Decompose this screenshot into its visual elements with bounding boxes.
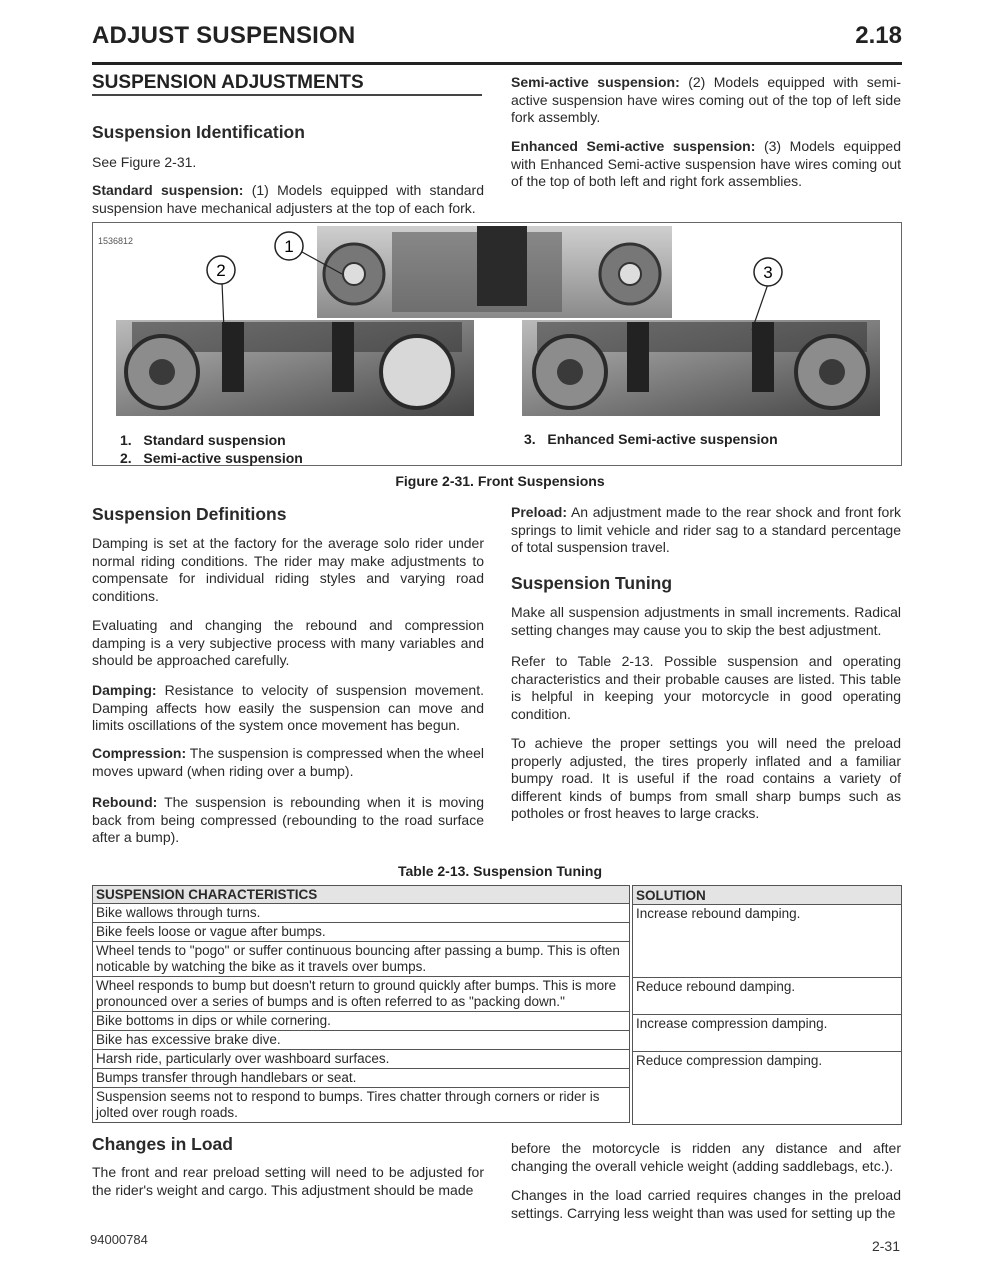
see-figure-text: See Figure 2-31. <box>92 154 197 170</box>
semi-active-label: Semi-active suspension: <box>511 74 680 90</box>
legend-item-1: 1. Standard suspension <box>120 432 286 448</box>
table-row: Bike has excessive brake dive. <box>93 1031 630 1050</box>
tuning-paragraph-1: Make all suspension adjustments in small increments. Radical setting changes may cause you to skip the best adjustment. <box>511 604 901 638</box>
section-title: SUSPENSION ADJUSTMENTS <box>92 72 364 93</box>
definitions-paragraph-1: Damping is set at the factory for the average solo rider under normal riding conditions. The rider may make adjustments to compensate for individual riding styles and varying road conditions. <box>92 535 484 604</box>
callout-1-label: 1 <box>284 237 294 256</box>
solution-cell: Increase rebound damping. <box>633 905 902 978</box>
load-paragraph-1-continued: before the motorcycle is ridden any distance and after changing the overall vehicle weight (adding saddlebags, etc.). <box>511 1140 901 1174</box>
standard-suspension-text: (1) Models equipped with standard suspension have mechanical adjusters at the top of each fork. <box>92 182 485 216</box>
preload-paragraph: Preload: An adjustment made to the rear shock and front fork springs to limit vehicle and rider sag to a standard percentage of total suspension travel. <box>511 504 902 555</box>
tuning-paragraph-3: To achieve the proper settings you will need the preload properly adjusted, the tires properly inflated and a familiar bumpy road. It is useful if the road contains a variety of different kinds of bumps from small sharp bumps such as potholes or frost heaves to large cracks. <box>511 735 901 821</box>
table-row: Wheel responds to bump but doesn't return to ground quickly after bumps. This is more pronounced over a series of bumps and is often referred to as "packing down." <box>93 977 630 1012</box>
page-section-number: 2.18 <box>855 22 902 49</box>
preload-label: Preload: <box>511 504 568 520</box>
semi-active-text: (2) Models equipped with semi-active suspension have wires coming out of the top of left side fork assembly. <box>511 74 902 125</box>
table-caption: Table 2-13. Suspension Tuning <box>397 863 603 879</box>
definitions-heading: Suspension Definitions <box>92 504 287 524</box>
callout-3-label: 3 <box>763 263 773 282</box>
compression-label: Compression: <box>92 745 187 761</box>
figure-image-id: 1536812 <box>98 236 134 246</box>
standard-suspension-label: Standard suspension: <box>92 182 244 198</box>
table-row: Wheel tends to "pogo" or suffer continuous bouncing after passing a bump. This is often noticable by watching the bike as it travels over bumps. <box>93 942 630 977</box>
legend-item-2: 2. Semi-active suspension <box>120 450 303 466</box>
legend-item-3: 3. Enhanced Semi-active suspension <box>524 431 778 447</box>
table-row: Suspension seems not to respond to bumps. Tires chatter through corners or rider is jolted over rough roads. <box>93 1088 630 1123</box>
damping-paragraph: Damping: Resistance to velocity of suspension movement. Damping affects how easily the suspension can move and limits oscillations of the system once movement has begun. <box>92 682 485 733</box>
document-number: 94000784 <box>90 1232 148 1247</box>
compression-paragraph: Compression: The suspension is compressed when the wheel moves upward (when riding over a bump). <box>92 745 484 779</box>
identification-heading: Suspension Identification <box>92 122 305 142</box>
column-header-characteristics: SUSPENSION CHARACTERISTICS <box>93 886 630 904</box>
table-row: Harsh ride, particularly over washboard surfaces. <box>93 1050 630 1069</box>
enhanced-text: (3) Models equipped with Enhanced Semi-active suspension have wires coming out of the top of both left and right fork assemblies. <box>511 138 901 189</box>
suspension-characteristics-table <box>92 885 630 1123</box>
tuning-heading: Suspension Tuning <box>511 573 673 593</box>
solution-cell: Increase compression damping. <box>633 1015 902 1052</box>
load-paragraph-1: The front and rear preload setting will need to be adjusted for the rider's weight and cargo. This adjustment should be made <box>92 1164 484 1198</box>
page-number: 2-31 <box>871 1238 900 1254</box>
section-title-rule <box>92 94 482 96</box>
enhanced-paragraph <box>511 138 901 191</box>
standard-suspension-paragraph <box>92 182 484 217</box>
table-row: Bike feels loose or vague after bumps. <box>93 923 630 942</box>
definitions-paragraph-2: Evaluating and changing the rebound and compression damping is a very subjective process with many variables and should be approached carefully. <box>92 617 484 668</box>
callout-2-label: 2 <box>216 261 226 280</box>
rebound-paragraph: Rebound: The suspension is rebounding when it is moving back from being compressed (rebounding to the road surface after a bump). <box>92 794 485 845</box>
load-heading: Changes in Load <box>92 1134 233 1154</box>
table-row: Bumps transfer through handlebars or seat. <box>93 1069 630 1088</box>
page-header-title: ADJUST SUSPENSION <box>92 22 356 49</box>
load-paragraph-2: Changes in the load carried requires changes in the preload settings. Carrying less weight than was used for setting up the <box>511 1187 901 1221</box>
enhanced-label: Enhanced Semi-active suspension: <box>511 138 756 154</box>
front-suspensions-photo <box>92 222 902 422</box>
table-row: Bike wallows through turns. <box>93 904 630 923</box>
column-header-solution: SOLUTION <box>633 886 902 905</box>
damping-label: Damping: <box>92 682 157 698</box>
solution-cell: Reduce compression damping. <box>633 1052 902 1125</box>
solution-cell: Reduce rebound damping. <box>633 978 902 1015</box>
figure-caption: Figure 2-31. Front Suspensions <box>395 473 605 489</box>
semi-active-paragraph <box>511 74 901 127</box>
solution-table <box>632 885 902 1125</box>
rebound-label: Rebound: <box>92 794 158 810</box>
table-row: Bike bottoms in dips or while cornering. <box>93 1012 630 1031</box>
tuning-paragraph-2: Refer to Table 2-13. Possible suspension and operating characteristics and their probable causes are listed. This table is helpful in keeping your motorcycle in good operating condition. <box>511 653 901 722</box>
header-rule <box>92 62 902 65</box>
